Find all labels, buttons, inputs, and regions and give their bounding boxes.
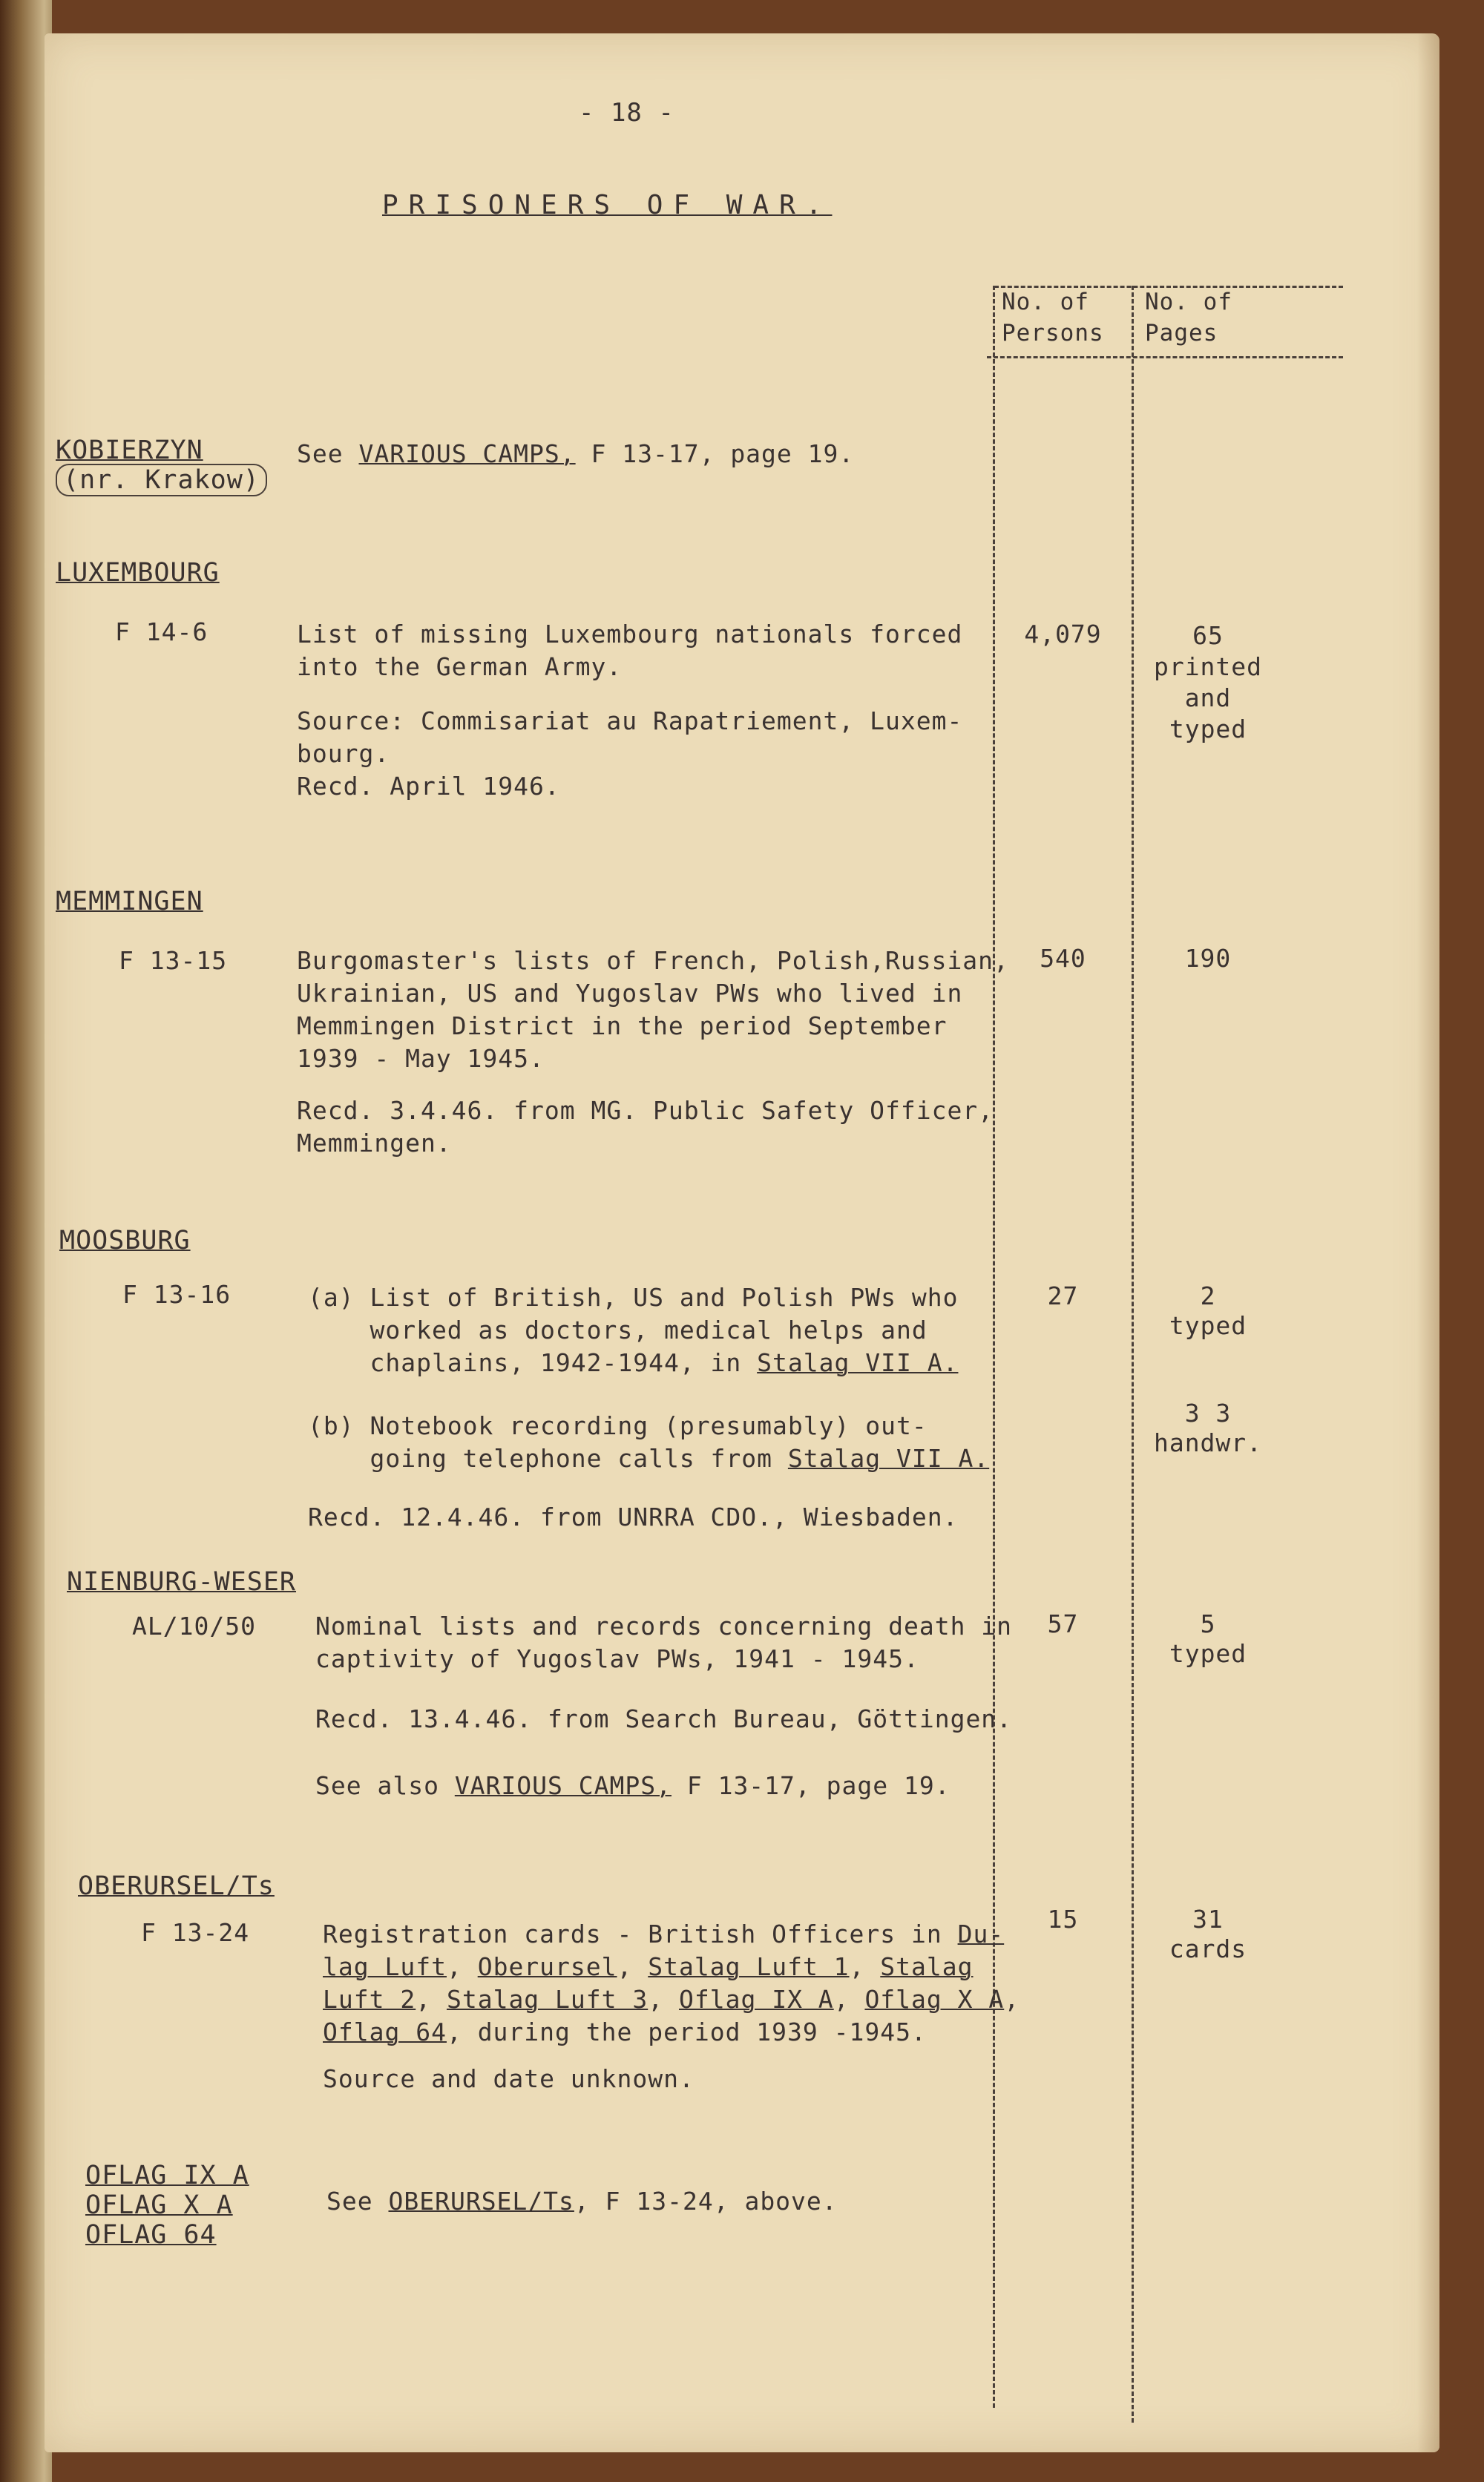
entry-heading-oberursel: OBERURSEL/Ts (78, 1871, 275, 1901)
entry-pages-a-moosburg-line2: typed (1169, 1311, 1247, 1340)
entry-recd-memmingen-line2: Memmingen. (297, 1129, 452, 1158)
entry-desc-memmingen-line3: Memmingen District in the period September (297, 1011, 948, 1040)
entry-desc-oberursel-line1: Registration cards - British Officers in Du- (323, 1920, 1005, 1948)
entry-persons-moosburg: 27 (1047, 1281, 1079, 1310)
entry-pages-oberursel-line2: cards (1169, 1934, 1247, 1963)
entry-pages-b-moosburg-line1: 3 3 (1184, 1399, 1232, 1428)
entry-item-a-moosburg-line3: chaplains, 1942-1944, in Stalag VII A. (308, 1348, 959, 1377)
entry-desc-oberursel-line4: Oflag 64, during the period 1939 -1945. (323, 2018, 927, 2046)
entry-pages-luxembourg-line2: printed (1153, 652, 1263, 681)
entry-item-a-moosburg-line2: worked as doctors, medical helps and (308, 1316, 928, 1345)
entry-pages-b-moosburg-line2: handwr. (1153, 1428, 1263, 1457)
entry-heading-oflag-64: OFLAG 64 (85, 2220, 217, 2250)
entry-heading-kobierzyn: KOBIERZYN (56, 436, 203, 465)
page-number: - 18 - (579, 98, 674, 128)
persons-column-rule (993, 286, 995, 2408)
entry-desc-luxembourg-line2: into the German Army. (297, 652, 623, 681)
entry-recd-luxembourg: Recd. April 1946. (297, 772, 560, 801)
entry-item-b-moosburg-line1: (b) Notebook recording (presumably) out- (308, 1411, 928, 1440)
entry-heading-oflag-x-a: OFLAG X A (85, 2190, 233, 2220)
entry-heading-nienburg: NIENBURG-WESER (67, 1567, 297, 1597)
entry-desc-luxembourg-line1: List of missing Luxembourg nationals forced (297, 620, 963, 649)
entry-pages-luxembourg-line1: 65 (1192, 621, 1224, 650)
entry-subheading-kobierzyn: (nr. Krakow) (56, 464, 267, 496)
persons-column-header-line1: No. of (1002, 289, 1089, 315)
entry-pages-luxembourg-line4: typed (1169, 715, 1247, 743)
entry-pages-nienburg-line2: typed (1169, 1639, 1247, 1668)
pages-column-header-line2: Pages (1145, 320, 1218, 347)
entry-recd-nienburg: Recd. 13.4.46. from Search Bureau, Göttingen. (315, 1704, 1013, 1733)
pages-column-rule (1132, 286, 1134, 2423)
column-header-bottom-rule (987, 356, 1343, 358)
entry-pages-oberursel-line1: 31 (1192, 1905, 1224, 1934)
entry-persons-luxembourg: 4,079 (1024, 620, 1102, 649)
entry-pages-luxembourg-line3: and (1184, 683, 1232, 712)
page-edge-shadow (1417, 33, 1439, 2452)
entry-persons-oberursel: 15 (1047, 1905, 1079, 1934)
entry-ref-oberursel: F 13-24 (141, 1918, 250, 1947)
entry-source-oberursel: Source and date unknown. (323, 2064, 695, 2093)
entry-desc-memmingen-line2: Ukrainian, US and Yugoslav PWs who lived in (297, 979, 963, 1008)
entry-source-luxembourg-line1: Source: Commisariat au Rapatriement, Luxem- (297, 706, 963, 735)
entry-persons-nienburg: 57 (1047, 1609, 1079, 1638)
entry-item-a-moosburg-line1: (a) List of British, US and Polish PWs who (308, 1283, 959, 1312)
entry-ref-nienburg: AL/10/50 (132, 1612, 256, 1641)
entry-pages-memmingen: 190 (1184, 944, 1232, 973)
entry-recd-moosburg: Recd. 12.4.46. from UNRRA CDO., Wiesbaden. (308, 1503, 959, 1531)
entry-heading-memmingen: MEMMINGEN (56, 887, 203, 916)
entry-desc-nienburg-line1: Nominal lists and records concerning death in (315, 1612, 1013, 1641)
entry-source-luxembourg-line2: bourg. (297, 739, 390, 768)
entry-ref-memmingen: F 13-15 (119, 946, 228, 975)
document-page (45, 33, 1439, 2452)
entry-ref-moosburg: F 13-16 (122, 1280, 232, 1309)
entry-desc-memmingen-line4: 1939 - May 1945. (297, 1044, 545, 1073)
entry-item-b-moosburg-line2: going telephone calls from Stalag VII A. (308, 1444, 990, 1473)
entry-desc-nienburg-line2: captivity of Yugoslav PWs, 1941 - 1945. (315, 1644, 919, 1673)
entry-heading-luxembourg: LUXEMBOURG (56, 558, 220, 588)
entry-see-nienburg: See also VARIOUS CAMPS, F 13-17, page 19. (315, 1771, 951, 1800)
entry-persons-memmingen: 540 (1040, 944, 1086, 973)
entry-desc-oberursel-line2: lag Luft, Oberursel, Stalag Luft 1, Stalag (323, 1952, 974, 1981)
entry-heading-moosburg: MOOSBURG (59, 1226, 191, 1255)
entry-heading-oflag-ix-a: OFLAG IX A (85, 2161, 249, 2190)
entry-see-kobierzyn: See VARIOUS CAMPS, F 13-17, page 19. (297, 439, 855, 468)
entry-pages-a-moosburg-line1: 2 (1200, 1281, 1216, 1310)
entry-recd-memmingen-line1: Recd. 3.4.46. from MG. Public Safety Officer, (297, 1096, 994, 1125)
entry-desc-oberursel-line3: Luft 2, Stalag Luft 3, Oflag IX A, Oflag X A, (323, 1985, 1020, 2014)
persons-column-header-line2: Persons (1002, 320, 1104, 347)
entry-pages-nienburg-line1: 5 (1200, 1609, 1216, 1638)
entry-see-oflags: See OBERURSEL/Ts, F 13-24, above. (326, 2187, 838, 2216)
entry-ref-luxembourg: F 14-6 (115, 617, 209, 646)
page-title: PRISONERS OF WAR. (382, 190, 833, 220)
entry-desc-memmingen-line1: Burgomaster's lists of French, Polish,Russian, (297, 946, 1009, 975)
pages-column-header-line1: No. of (1145, 289, 1232, 315)
